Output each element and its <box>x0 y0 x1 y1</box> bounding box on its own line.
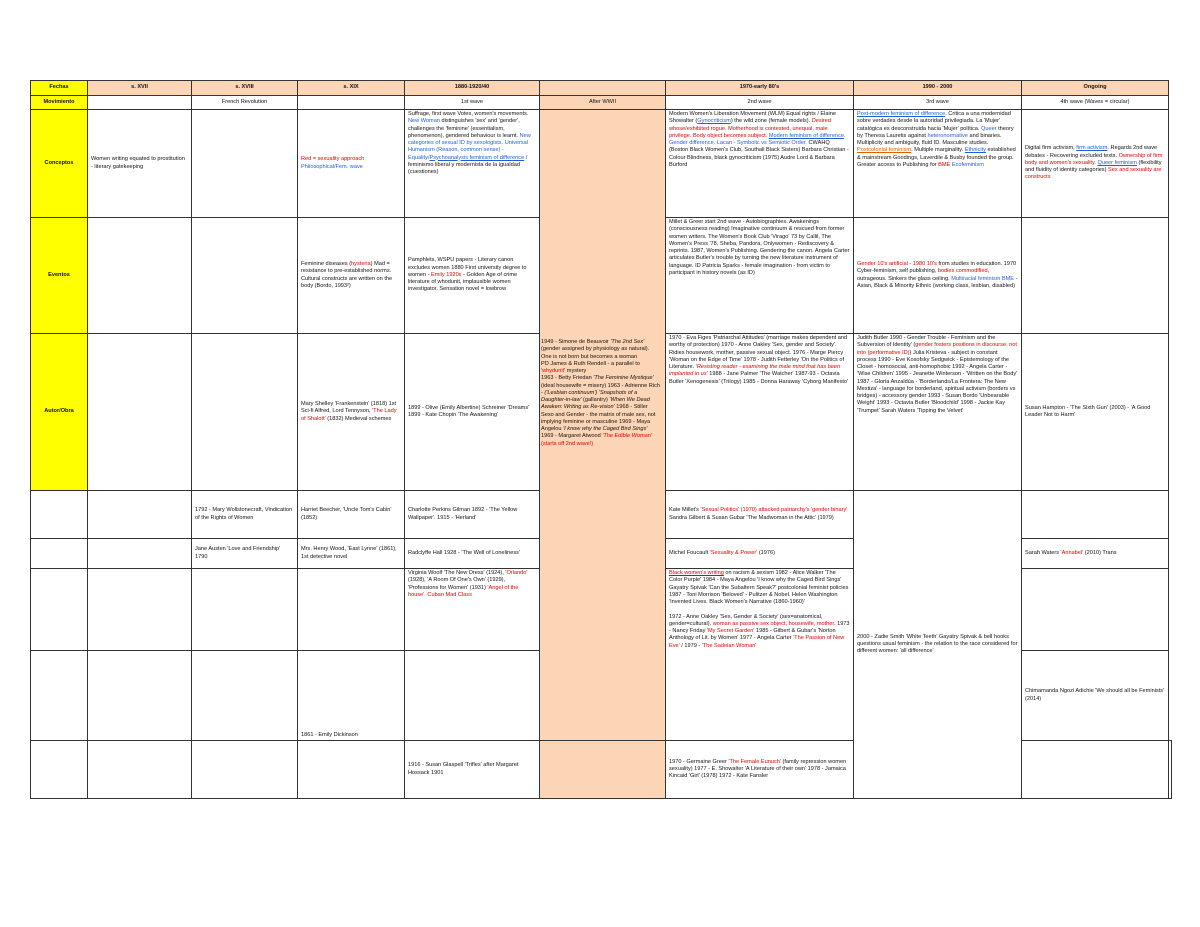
row6-label <box>31 569 88 651</box>
movimiento-c19 <box>298 96 405 110</box>
header-c18: s. XVIII <box>192 81 298 96</box>
row8-label <box>31 741 88 799</box>
row4-c18: 1792 - Mary Wollstonecraft, Vindication of the Rights of Women <box>192 491 298 539</box>
movimiento-wwii: After WWII <box>540 96 666 110</box>
autor-1990: Judith Butler 1990 - Gender Trouble - Feminism and the Subversion of Identity' (gender fosters positions in discourse, not into (performative ID)) Julia Kristeva - subject in constant process 1990 - Eve Kosofsky Sedgwick - Epistemology of the Closet - homosocial, anti-homophobic 1992 - Angela Carter - 'Wise Children' 1995 - Jeanette Winterson - 'Written on the Body' 1987 - Gloria Anzaldúa - 'Borderlands/La Frontera: The New Mestiza' - language for borderland, spiritual activism (borders vs bridges) - accessory gender 1993 - Susan Bordo 'Unbearable Weight' 1993 - Octavia Butler 'Bloodchild' 1998 - Jackie Kay 'Trumpet' Sarah Waters 'Tipping the Velvet' <box>854 334 1022 491</box>
row8-ongoing <box>1169 741 1172 799</box>
row5-c17 <box>88 539 192 569</box>
row8-c17 <box>88 741 192 799</box>
row7-ongoing: Chimamanda Ngozi Adichie 'We should all be Feminists' (2014) <box>1022 651 1169 741</box>
header-wwii <box>540 81 666 96</box>
autor-c17 <box>88 334 192 491</box>
conceptos-c17: Women writing equated to prostitution - literary gatekeeping <box>88 110 192 218</box>
movimiento-1880: 1st wave <box>405 96 540 110</box>
conceptos-c18 <box>192 110 298 218</box>
row5-1880: Radclyffe Hall 1928 - 'The Well of Loneliness' <box>405 539 540 569</box>
row8-1970: 1970 - Germaine Greer 'The Female Eunuch' (family repression women sexuality) 1977 - E. Showalter 'A Literature of their own' 1978 - Jamaica Kincaid 'Girl' (1978) 1972 - Kate Fansler <box>666 741 854 799</box>
autor-ongoing: Susan Hampton - 'The Sixth Gun' (2003) - 'A Good Leader Not to Harm' <box>1022 334 1169 491</box>
movimiento-c18: French Revolution <box>192 96 298 110</box>
eventos-c19: Feminine diseases (hysteria) Mad = resistance to pre-established norms. Cultural constructs are written on the body (Bordo, 1993²) <box>298 218 405 334</box>
header-c17: s. XVII <box>88 81 192 96</box>
conceptos-1880: Suffrage, first wave Votes, women's movements. New Woman distinguishes 'sex' and 'gender', challenges the 'feminine' (essentialism, phenomenon), gendered behaviour is learnt. New categories of sexual ID by sexologists. Universal Humanism (Reason, common sense) - Equality/Psychoanalysis feminism of difference / feminismo liberal y modernista de la igualdad (cuestiones) <box>405 110 540 218</box>
row7-c19: 1861 - Emily Dickinson <box>298 651 405 741</box>
row4-c17 <box>88 491 192 539</box>
row6-7-1970: Black women's writing on racism & sexism 1982 - Alice Walker 'The Color Purple' 1984 - Maya Angelou 'I know why the Caged Bird Sings' Gayatry Spivak 'Can the Subaltern Speak?' postcolonial feminist policies 1987 - Toni Morrison 'Beloved' - Pulitzer & Nobel. Helen Washington 'Invented Lives. Black Women's Narrative (1860-1960)' 1972 - Anne Oakley 'Sex, Gender & Society' (sex=anatomical, gender=cultural), woman as passive sex object, housewife, mother. 1973 - Nancy Friday 'My Secret Garden' 1985 - Gilbert & Gubar's 'Norton Anthology of Lit. by Women' 1977 - Angela Carter 'The Passion of New Eve' / 1979 - 'The Sadeian Woman' <box>666 569 854 741</box>
row7-c18 <box>192 651 298 741</box>
row8-c18 <box>192 741 298 799</box>
row8-wwii <box>540 741 666 799</box>
row5-c18: Jane Austen 'Love and Friendship' 1790 <box>192 539 298 569</box>
header-ongoing: Ongoing <box>1022 81 1169 96</box>
conceptos-1990: Post-modern feminism of difference. Critica a una modernidad sobre verdades desde la autoridad privilegiada. La 'Mujer' catalógica es desconstruida hacia 'Mujer' política. Queer theory by Theresa Lauretis against heteronormative and binaries. Multiplicity and ambiguity, fluid ID. Masculine studies. Postcolonial feminism. Multiple marginality. Ethnicity established & mainstream Goodings, Laverdile & Busby founded the group. Greater access to Publishing for BME Ecofeminism <box>854 110 1022 218</box>
autor-label: Autor/Obra <box>31 334 88 491</box>
conceptos-label: Conceptos <box>31 110 88 218</box>
wwii-autor-text: 1949 - Simone de Beauvoir 'The 2nd Sex' (gender assigned by physiology as natural). One is not born but becomes a woman PD James & Ruth Rendell - a parallel to 'whydunit' mystery 1963 - Betty Friedan 'The Feminine Mystique' (ideal housewife = misery) 1963 - Adrienne Rich - ('Lesbian continuum') 'Snapshots of a Daughter-in-law' (gallantry) 'When We Dead Awaken: Writing as Re-vision' 1968 - Stiller Sexo and Gender - the matrix of male sex, not implying feminine or masculine 1969 - Maya Angelou 'I know why the Caged Bird Sings' 1969 - Margaret Atwood 'The Edible Woman' (starts off 2nd wave!) <box>541 339 660 447</box>
header-row <box>31 81 1172 96</box>
row6-c18 <box>192 569 298 651</box>
c19-red-note: Red = sexuality approach <box>301 156 365 163</box>
conceptos-ongoing: Digital firm activism, firm activism. Regards 2nd wave debates - Recovering excluded texts. Ownership of firm body and women's sexuality. Queer feminism (flexibility and fluidity of identity categories) Sex and sexuality are constructs <box>1022 110 1169 218</box>
header-1880: 1880-1920/40 <box>405 81 540 96</box>
eventos-1880: Pamphlets, WSPU papers - Literary canon excludes women 1880 First university degree to women - Emily 1920s - Golden Age of crime literature of whodunit, implausible women investigator. Sensation novel = lowbrow <box>405 218 540 334</box>
row5-1970: Michel Foucault 'Sexuality & Power' (1976) <box>666 539 854 569</box>
movimiento-1970: 2nd wave <box>666 96 854 110</box>
autor-1880: 1899 - Olive (Emily Albertine) Schreiner 'Dreams' 1899 - Kate Chopin 'The Awakening' <box>405 334 540 491</box>
conceptos-c19 <box>298 110 405 218</box>
row6-1880: Virginia Woolf 'The New Dress' (1924), 'Orlando' (1928), 'A Room Of One's Own' (1929), 'Professions for Women' (1931) 'Angel of the house'. Cuban Mad Class <box>405 569 540 651</box>
row4-1880: Charlotte Perkins Gilman 1892 - 'The Yellow Wallpaper'. 1915 - 'Herland' <box>405 491 540 539</box>
row5-label <box>31 539 88 569</box>
row6-c19 <box>298 569 405 651</box>
row5-c19: Mrs. Henry Wood, 'East Lynne' (1861), 1st detective novel <box>298 539 405 569</box>
row7-c17 <box>88 651 192 741</box>
eventos-c18 <box>192 218 298 334</box>
movimiento-label: Movimiento <box>31 96 88 110</box>
movimiento-c17 <box>88 96 192 110</box>
row6-c17 <box>88 569 192 651</box>
movimiento-row <box>31 96 1172 110</box>
movimiento-ongoing: 4th wave (Waves = circular) <box>1022 96 1169 110</box>
row4-label <box>31 491 88 539</box>
row8-1990 <box>1022 741 1169 799</box>
c19-blue-note: Philosophical/Fem. wave <box>301 163 363 170</box>
row4-1970: Kate Millet's 'Sexual Politics' (1970) attacked patriarchy's 'gender binary' Sandra Gilbert & Susan Gubar 'The Madwoman in the Attic' (1979) <box>666 491 854 539</box>
row4-ongoing <box>1022 491 1169 539</box>
row6-ongoing <box>1022 569 1169 651</box>
header-1970: 1970-early 80's <box>666 81 854 96</box>
conceptos-row <box>31 110 1172 218</box>
conceptos-1970: Modern Women's Liberation Movement (WLM) Equal rights / Elaine Showalter (Gynocriticism) the wild zone (female models). Desired whose/exhibited rogue. Motherhood is contested, unequal, male privilege. Body object becomes subject. Modern feminism of difference. Gender difference. Lacan - Symbolic vs Semiotic Order. CWAHQ (Boston Black Women's Club, Southall Black Sisters) Barbara Christian - Colour Blindness, black gynocriticism (1975) Audre Lord & Barbara Burford <box>666 110 854 218</box>
autor-1970: 1970 - Eva Figes 'Patriarchal Attitudes' (marriage makes dependent and worthy of protection) 1970 - Anne Oakley 'Sex, gender and Society'. Ridies housework, mother, passive sexual object. 1976 - Marge Piercy 'Woman on the Edge of Time' 1978 - Judith Fetterley 'On the Politics of Literature. 'Resisting reader - examining the male mind that has been implanted in us' 1988 - Jane Palmer 'The Watcher' 1987-93 - Octavia Butler 'Xenogenesis' (Trilogy) 1985 - Donna Haraway 'Cyborg Manifesto' <box>666 334 854 491</box>
row8-c19 <box>298 741 405 799</box>
eventos-1990: Gender 10's artificial - 1980 10's from studies in education. 1970 Cyber-feminism, self publishing, bodies commodified, outrageous. Sinkers the glass ceiling. Multiracial feminism BME - Asian, Black & Minority Ethnic (working class, lesbian, disabled) <box>854 218 1022 334</box>
row4-c19: Harriet Beecher, 'Uncle Tom's Cabin' (1852) <box>298 491 405 539</box>
row5-ongoing: Sarah Waters 'Annabel' (2010) Trans <box>1022 539 1169 569</box>
movimiento-1990: 3rd wave <box>854 96 1022 110</box>
eventos-c17 <box>88 218 192 334</box>
eventos-label: Eventos <box>31 218 88 334</box>
span-1990: 2000 - Zadie Smith 'White Teeth' Gayatry Spivak & bell hooks questions usual feminism - the relation to the race considered for different women: 'all difference' <box>854 491 1022 799</box>
row8-1880: 1916 - Susan Glaspell 'Trifles' after Margaret Hossack 1901 <box>405 741 540 799</box>
row7-1880 <box>405 651 540 741</box>
row7-label <box>31 651 88 741</box>
header-1990: 1990 - 2000 <box>854 81 1022 96</box>
eventos-ongoing <box>1022 218 1169 334</box>
eventos-1970: Millet & Greer start 2nd wave - Autobiographies. Awakenings (consciousness reading) Imaginative continuum & rescued from former women writers. The Women's Book Club 'Virago' 73 by Callil, The Women's Press '78, Sheba, Pandora, Onlywomen - Rediscovery & reprints. 1987, Women's Publishing. Gendering the canon. Angela Carter articulates Butler's trouble by turning the new literature instrument of language. ID Patricia Sparks - female imagination - from victim to participant in history novels (as ID) <box>666 218 854 334</box>
autor-c19: Mary Shelley 'Frankenstein' (1818) 1st Sci-fi Alfred, Lord Tennyson, 'The Lady of Shalott' (1832) Medieval schemes <box>298 334 405 491</box>
header-fechas: Fechas <box>31 81 88 96</box>
autor-c18 <box>192 334 298 491</box>
header-c19: s. XIX <box>298 81 405 96</box>
